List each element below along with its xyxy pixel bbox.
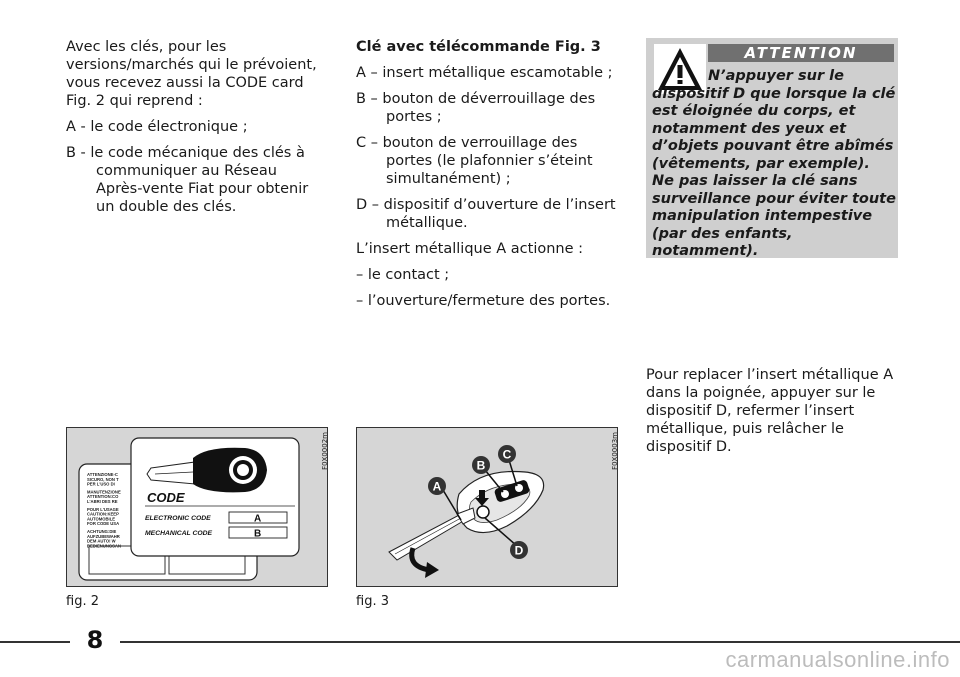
- box-b-label: B: [254, 528, 262, 540]
- warning-box: [646, 38, 898, 258]
- insert-dash-1: – le contact ;: [356, 267, 450, 283]
- callout-a: A: [432, 479, 442, 494]
- replace-insert-paragraph: Pour replacer l’insert métallique A dans la poignée, appuyer sur le dispositif D, refermer l’insert métallique, puis relâcher le dispositif D.: [646, 367, 894, 455]
- code-card-intro: Avec les clés, pour les versions/marchés qui le prévoient, vous recevez aussi la CODE card Fig. 2 qui reprend :: [66, 39, 317, 109]
- card-side-text-line: L'ABRI DES RE: [87, 499, 118, 504]
- key-item-d: D – dispositif d’ouverture de l’insert métallique.: [356, 197, 616, 231]
- card-side-text-line: MANUTENZIONE: [87, 489, 121, 495]
- code-card-item-a: A - le code électronique ;: [66, 119, 248, 135]
- card-side-text-line: DEM AUTO! W: [87, 538, 116, 544]
- insert-dash-2: – l’ouverture/fermeture des portes.: [356, 293, 611, 309]
- card-side-text-line: ATTENZIONE-C: [87, 472, 118, 477]
- figure-2-caption: fig. 2: [66, 594, 99, 609]
- card-side-text-line: ATTENTION:CO: [87, 494, 119, 500]
- figure-2-code: F0X0002m: [321, 432, 329, 470]
- column-left: [66, 38, 321, 224]
- mechanical-code-label: MECHANICAL CODE: [145, 530, 213, 537]
- key-item-c: C – bouton de verrouillage des portes (le plafonnier s’éteint simultanément) ;: [356, 135, 593, 187]
- card-side-text-line: AUTOMOBILE: [87, 516, 116, 522]
- card-side-text-line: SICURO, NON T: [87, 476, 119, 482]
- callout-b: B: [476, 458, 486, 473]
- key-item-a: A – insert métallique escamotable ;: [356, 65, 613, 81]
- callout-c: C: [502, 447, 512, 462]
- figure-2: [66, 427, 328, 587]
- remote-key-illustration: [357, 428, 617, 586]
- watermark: carmanualsonline.info: [725, 647, 950, 672]
- card-side-text-line: PER L'USO DI: [87, 481, 115, 487]
- figure-3: [356, 427, 618, 587]
- box-a-label: A: [254, 513, 262, 525]
- card-side-text-line: FOR CODE USA: [87, 521, 120, 527]
- card-side-text-line: ACHTUNG:DIE: [87, 529, 117, 534]
- code-card-item-b: B - le code mécanique des clés à communiquer au Réseau Après-vente Fiat pour obtenir un double des clés.: [66, 145, 309, 215]
- column-middle: [356, 38, 618, 318]
- figure-3-caption: fig. 3: [356, 594, 389, 609]
- footer-rule-right: [120, 641, 960, 643]
- key-item-b: B – bouton de déverrouillage des portes ;: [356, 91, 596, 125]
- footer-rule-left: [0, 641, 70, 643]
- warning-banner: ATTENTION: [708, 44, 894, 62]
- code-card-illustration: [67, 428, 327, 586]
- figure-3-code: F0X0003m: [611, 432, 619, 470]
- card-code-title: CODE: [147, 490, 185, 505]
- section-heading: Clé avec télécommande Fig. 3: [356, 39, 601, 55]
- card-side-text-line: AUFZUBEWAHR: [87, 533, 120, 539]
- warning-text: N’appuyer sur le dispositif D que lorsque la clé est éloignée du corps, et notamment des yeux et d’objets pouvant être abîmés (vêtements, par exemple). Ne pas laisser la clé sans surveillance pour éviter toute manipulation intempestive (par des enfants, notamment).: [652, 68, 896, 259]
- callout-d: D: [514, 543, 524, 558]
- page-number: 8: [86, 626, 104, 654]
- card-side-text-line: POUR L'USAGE: [87, 506, 119, 512]
- insert-line: L’insert métallique A actionne :: [356, 241, 584, 257]
- card-side-text-line: CAUTION:KEEP: [87, 511, 119, 517]
- card-side-text-line: BEDIENUNGSAN: [87, 543, 121, 549]
- electronic-code-label: ELECTRONIC CODE: [145, 515, 211, 522]
